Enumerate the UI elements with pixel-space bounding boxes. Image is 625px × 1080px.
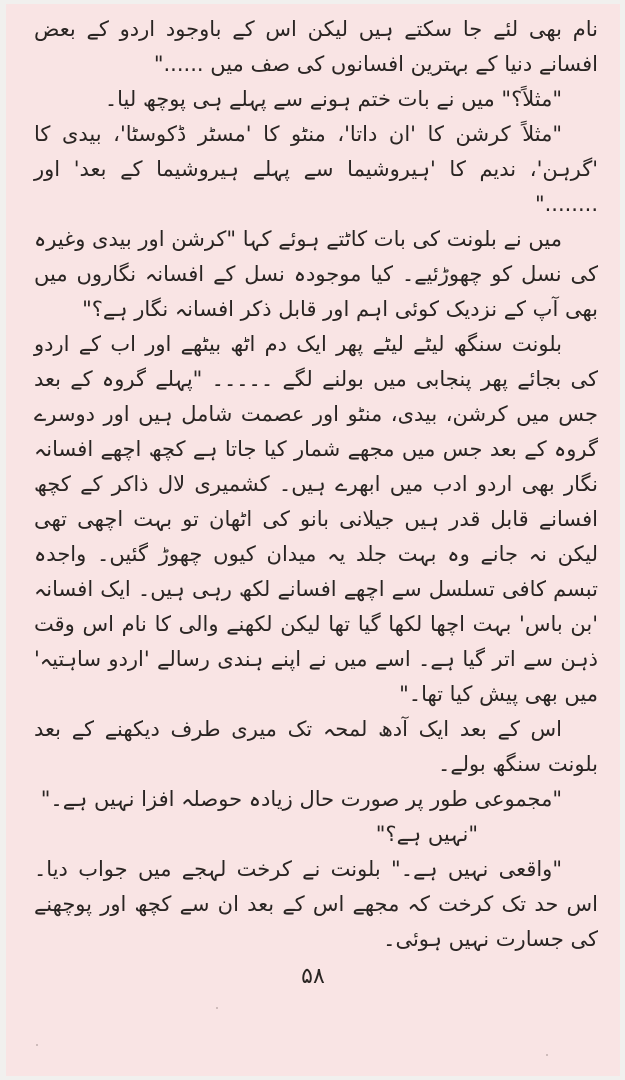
book-page — [6, 4, 620, 1076]
paper-speck — [216, 1007, 218, 1009]
paragraph-9: "واقعی نہیں ہے۔" بلونت نے کرخت لہجے میں جواب دیا۔ اس حد تک کرخت کہ مجھے اس کے بعد ان سے کچھ اور پوچھنے کی جسارت نہیں ہوئی۔ — [34, 857, 598, 951]
paragraph-4: میں نے بلونت کی بات کاٹتے ہوئے کہا "کرشن اور بیدی وغیرہ کی نسل کو چھوڑئیے۔ کیا موجودہ نسل کے افسانہ نگاروں میں بھی آپ کے نزدیک کوئی اہم اور قابل ذکر افسانہ نگار ہے؟" — [34, 227, 598, 321]
paragraph-2: "مثلاً؟" میں نے بات ختم ہونے سے پہلے ہی پوچھ لیا۔ — [104, 87, 562, 111]
paragraph-8: "نہیں ہے؟" — [375, 822, 478, 846]
paper-speck — [36, 1044, 38, 1046]
paragraph-1: نام بھی لئے جا سکتے ہیں لیکن اس کے باوجود اردو کے بعض افسانے دنیا کے بہترین افسانوں کی صف میں ......" — [34, 17, 598, 76]
paragraph-7: "مجموعی طور پر صورت حال زیادہ حوصلہ افزا نہیں ہے۔" — [40, 787, 562, 811]
paragraph-3: "مثلاً کرشن کا 'ان داتا'، منٹو کا 'مسٹر ڈکوسٹا'، بیدی کا 'گرہن'، ندیم کا 'ہیروشیما سے پہلے ہیروشیما کے بعد' اور ........" — [34, 122, 598, 216]
body-text — [34, 12, 598, 957]
page-number: ۵۸ — [301, 964, 325, 989]
paragraph-5: بلونت سنگھ لیٹے لیٹے پھر ایک دم اٹھ بیٹھے اور اب کے اردو کی بجائے پھر پنجابی میں بولنے لگے ۔۔۔۔۔ "پہلے گروہ کے بعد جس میں کرشن، بیدی، منٹو اور عصمت شامل ہیں اور دوسرے گروہ کے بعد جس میں مجھے شمار کیا جاتا ہے کچھ اچھے افسانہ نگار بھی اردو ادب میں ابھرے ہیں۔ کشمیری لال ذاکر کے کچھ افسانے قابل قدر ہیں جیلانی بانو کی اٹھان تو بہت اچھی تھی لیکن نہ جانے وہ بہت جلد یہ میدان کیوں چھوڑ گئیں۔ واجدہ تبسم کافی تسلسل سے اچھے افسانے لکھ رہی ہیں۔ ایک افسانہ 'بن باس' بہت اچھا لکھا گیا تھا لیکن لکھنے والی کا نام اس وقت ذہن سے اتر گیا ہے۔ اسے میں نے اپنے ہندی رسالے 'اردو ساہتیہ' میں بھی پیش کیا تھا۔" — [34, 332, 598, 706]
paragraph-6: اس کے بعد ایک آدھ لمحہ تک میری طرف دیکھنے کے بعد بلونت سنگھ بولے۔ — [34, 717, 598, 776]
paper-speck — [546, 1054, 548, 1056]
